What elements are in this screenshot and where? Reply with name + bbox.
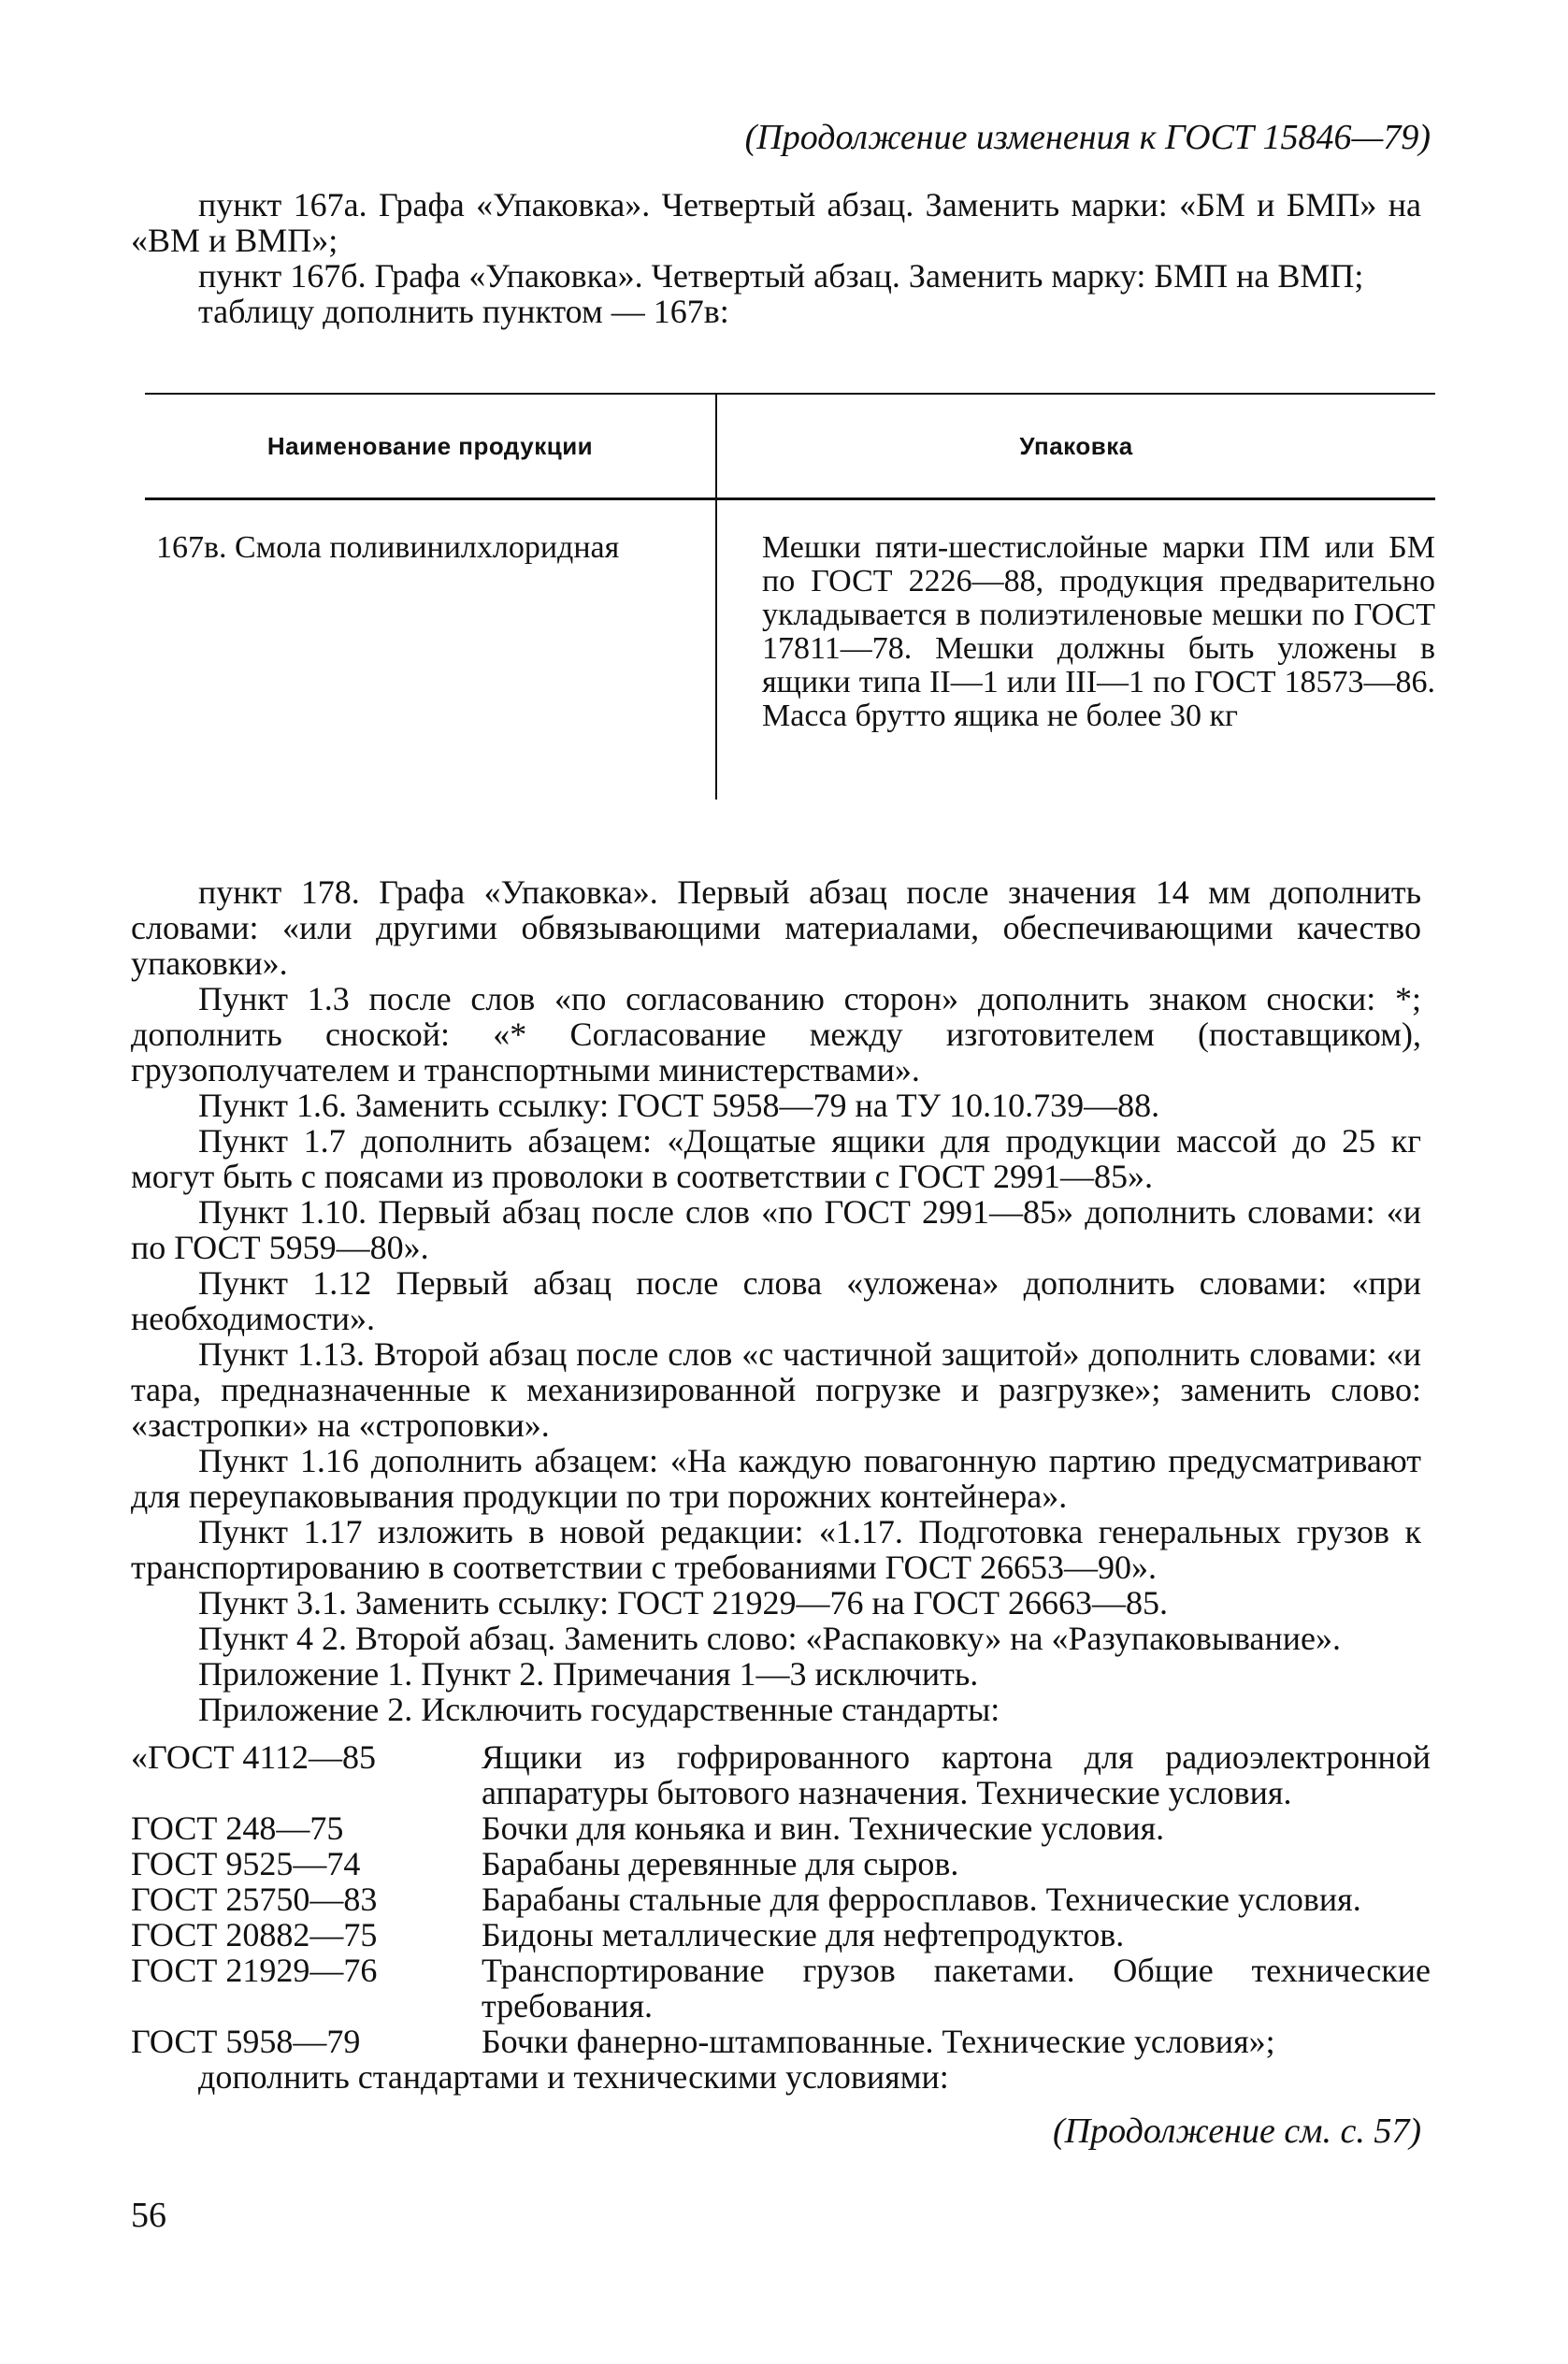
table-header-product: Наименование продукции [266,432,594,460]
list-item [131,1953,1431,2024]
list-item [131,1881,1431,1917]
continuation-header: (Продолжение изменения к ГОСТ 15846—79) [744,118,1431,157]
table-cell-packaging: Мешки пяти-шестислойные марки ПМ или БМ по ГОСТ 2226—88, продукция предварительно укладывается в полиэтиленовые мешки по ГОСТ 17811—78. Мешки должны быть уложены в ящики типа II—1 или III—1 по ГОСТ 18573—86. Масса брутто ящика не более 30 кг [762,530,1435,733]
standard-code: ГОСТ 21929—76 [131,1952,378,1989]
amendments-block [131,874,1421,1727]
amendment-paragraph: Пункт 3.1. Заменить ссылку: ГОСТ 21929—76 на ГОСТ 26663—85. [198,1584,1169,1622]
table-cell-product: 167в. Смола поливинилхлоридная [156,530,620,565]
table-header-rule [145,497,1435,500]
standard-description: Бидоны металлические для нефтепродуктов. [482,1916,1125,1953]
intro-paragraph: пункт 167б. Графа «Упаковка». Четвертый абзац. Заменить марку: БМП на ВМП; [198,257,1364,295]
standard-code: ГОСТ 9525—74 [131,1845,361,1882]
standard-description: Барабаны деревянные для сыров. [482,1845,959,1882]
amendment-paragraph: Приложение 1. Пункт 2. Примечания 1—3 исключить. [198,1655,979,1693]
list-item [131,1846,1431,1881]
list-item [131,1739,1431,1810]
standard-description: Бочки фанерно-штампованные. Технические условия»; [482,2023,1275,2060]
amendment-paragraph: Пункт 1.3 после слов «по согласованию сторон» дополнить знаком сноски: *; дополнить сноской: «* Согласование между изготовителем (поставщиком), грузополучателем и транспортными министерствами». [131,980,1421,1088]
table-header-packaging: Упаковка [1019,432,1133,460]
excluded-standards-list [131,1739,1431,2095]
standard-description: Барабаны стальные для ферросплавов. Технические условия. [482,1881,1361,1918]
continuation-footer: (Продолжение см. с. 57) [1052,2112,1421,2151]
intro-block [131,187,1421,329]
standard-description: Ящики из гофрированного картона для радиоэлектронной аппаратуры бытового назначения. Технические условия. [482,1738,1431,1811]
standard-description: Бочки для коньяка и вин. Технические условия. [482,1809,1165,1847]
amendment-paragraph: Пункт 4 2. Второй абзац. Заменить слово: «Распаковку» на «Разупаковывание». [198,1620,1342,1657]
list-item [131,2024,1431,2059]
standard-code: ГОСТ 25750—83 [131,1881,378,1918]
amendment-paragraph: Приложение 2. Исключить государственные стандарты: [198,1691,1000,1728]
amendment-paragraph: Пункт 1.16 дополнить абзацем: «На каждую повагонную партию предусматривают для переупаковывания продукции по три порожних контейнера». [131,1442,1421,1515]
list-item [131,1810,1431,1846]
list-item [131,1917,1431,1953]
amendment-paragraph: Пункт 1.17 изложить в новой редакции: «1.17. Подготовка генеральных грузов к транспортированию в соответствии с требованиями ГОСТ 26653—90». [131,1513,1421,1586]
intro-paragraph: таблицу дополнить пунктом — 167в: [198,293,729,330]
page-number: 56 [131,2196,166,2235]
amendment-paragraph: Пункт 1.10. Первый абзац после слов «по ГОСТ 2991—85» дополнить словами: «и по ГОСТ 5959—80». [131,1193,1421,1266]
amendment-paragraph: пункт 178. Графа «Упаковка». Первый абзац после значения 14 мм дополнить словами: «или другими обвязывающими материалами, обеспечивающими качество упаковки». [131,873,1421,982]
amendment-paragraph: Пункт 1.7 дополнить абзацем: «Дощатые ящики для продукции массой до 25 кг могут быть с поясами из проволоки в соответствии с ГОСТ 2991—85». [131,1122,1421,1195]
amendment-paragraph: Пункт 1.12 Первый абзац после слова «уложена» дополнить словами: «при необходимости». [131,1264,1421,1337]
standard-description: Транспортирование грузов пакетами. Общие технические требования. [482,1952,1431,2025]
table-top-rule [145,393,1435,395]
standard-code: «ГОСТ 4112—85 [131,1738,377,1776]
amendment-paragraph: Пункт 1.6. Заменить ссылку: ГОСТ 5958—79 на ТУ 10.10.739—88. [198,1087,1160,1124]
closing-line: дополнить стандартами и техническими условиями: [198,2058,949,2096]
standard-code: ГОСТ 5958—79 [131,2023,361,2060]
intro-paragraph: пункт 167а. Графа «Упаковка». Четвертый абзац. Заменить марки: «БМ и БМП» на «ВМ и ВМП»; [131,186,1421,259]
amendment-table [145,393,1435,804]
standard-code: ГОСТ 20882—75 [131,1916,378,1953]
amendment-paragraph: Пункт 1.13. Второй абзац после слов «с частичной защитой» дополнить словами: «и тара, предназначенные к механизированной погрузке и разгрузке»; заменить слово: «застропки» на «строповки». [131,1335,1421,1444]
standard-code: ГОСТ 248—75 [131,1809,344,1847]
